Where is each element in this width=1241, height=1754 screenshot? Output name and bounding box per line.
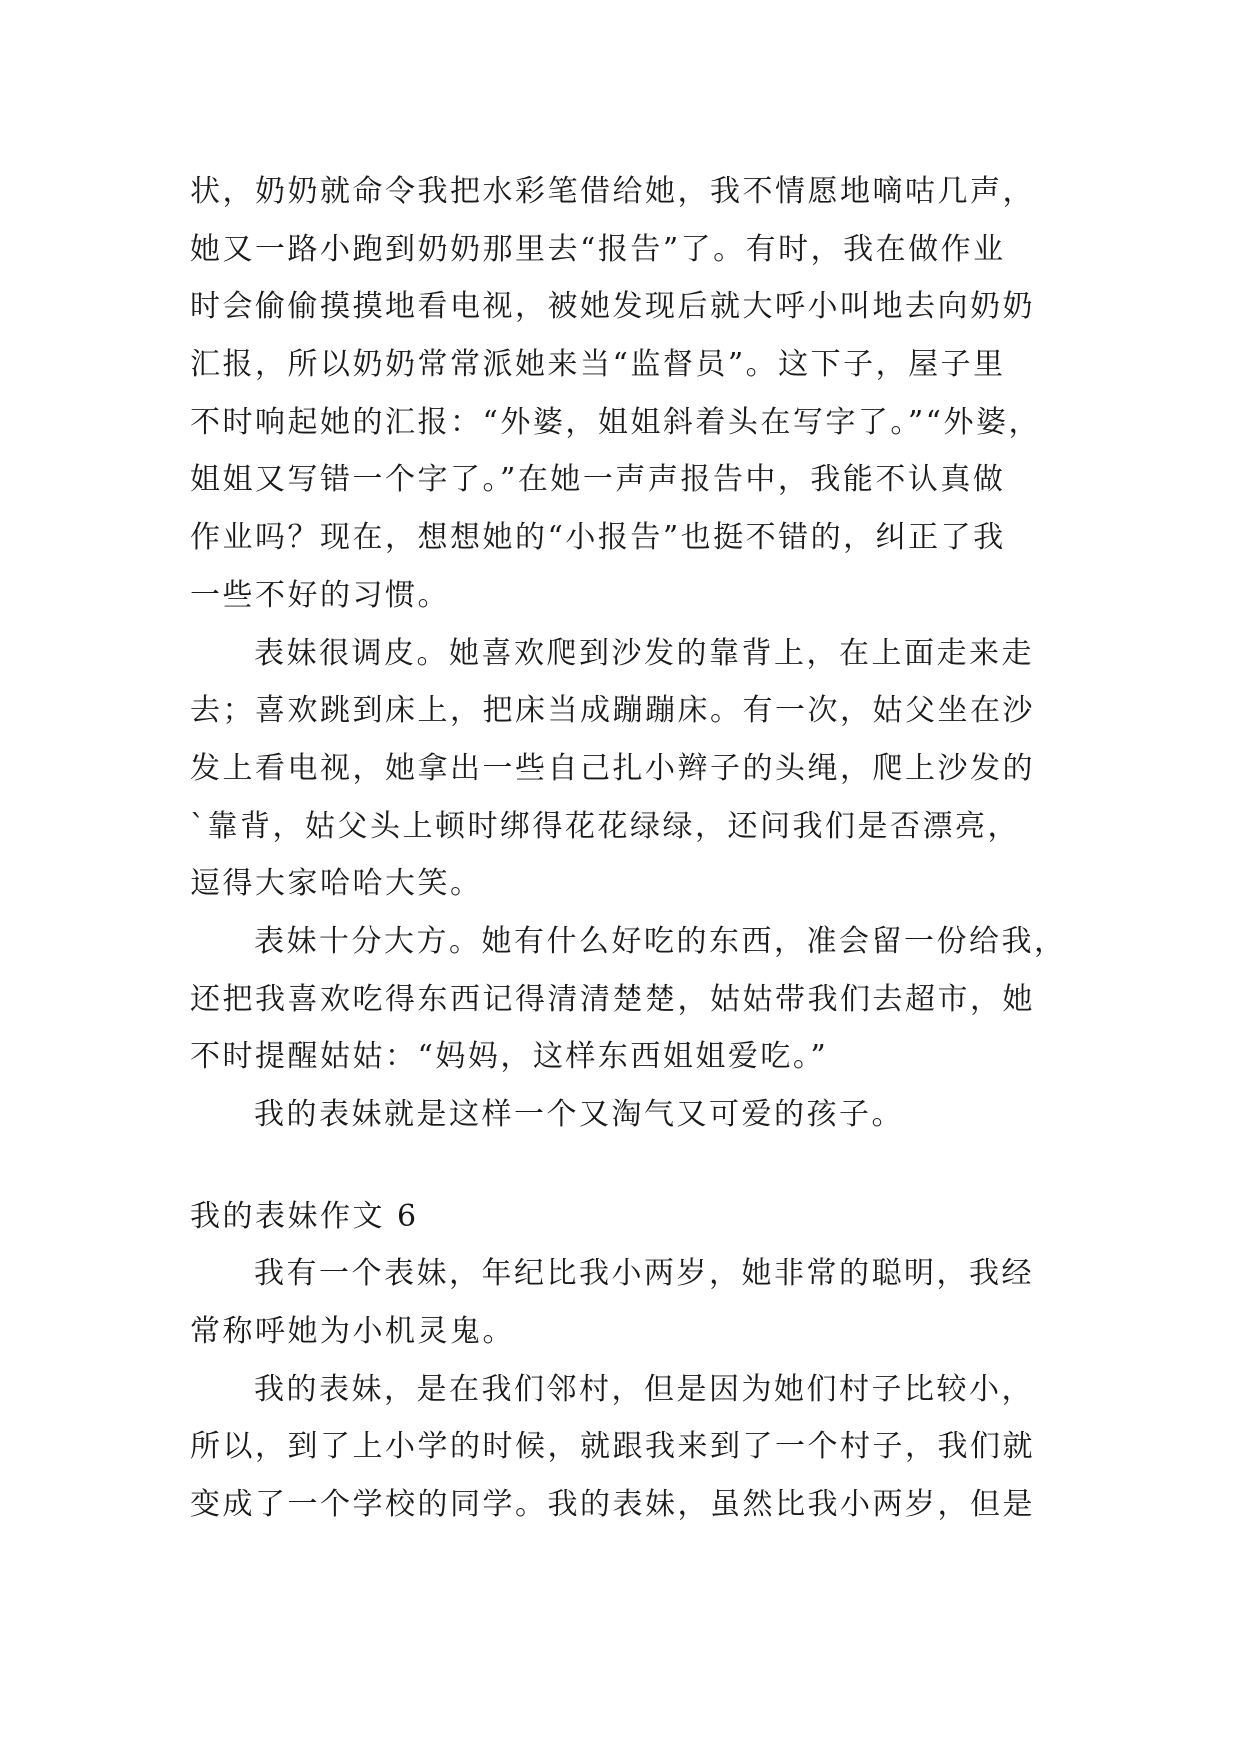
text-line: 一些不好的习惯。 — [190, 577, 450, 613]
text-line: 常称呼她为小机灵鬼。 — [190, 1314, 515, 1350]
paragraph-first-line: 我的表妹就是这样一个又淘气又可爱的孩子。 — [254, 1097, 904, 1132]
text-line: 还把我喜欢吃得东西记得清清楚楚，姑姑带我们去超市，她 — [190, 981, 1035, 1017]
section-heading: 我的表妹作文 6 — [190, 1198, 419, 1234]
section-gap — [190, 1144, 1070, 1188]
text-line: 发上看电视，她拿出一些自己扎小辫子的头绳，爬上沙发的 — [190, 750, 1035, 786]
text-line: 状，奶奶就命令我把水彩笔借给她，我不情愿地嘀咕几声， — [190, 174, 1035, 209]
text-line: 去；喜欢跳到床上，把床当成蹦蹦床。有一次，姑父坐在沙 — [190, 693, 1035, 729]
paragraph-first-line: 我的表妹，是在我们邻村，但是因为她们村子比较小， — [254, 1371, 1034, 1407]
text-line: 不时提醒姑姑：“妈妈，这样东西姐姐爱吃。” — [190, 1039, 829, 1075]
text-line: 作业吗？现在，想想她的“小报告”也挺不错的，纠正了我 — [190, 520, 1006, 556]
paragraph-first-line: 我有一个表妹，年纪比我小两岁，她非常的聪明，我经 — [254, 1256, 1034, 1292]
text-line: `靠背，姑父头上顿时绑得花花绿绿，还问我们是否漂亮， — [190, 808, 1020, 844]
text-line: 逗得大家哈哈大笑。 — [190, 866, 483, 902]
text-line: 姐姐又写错一个字了。”在她一声声报告中，我能不认真做 — [190, 462, 1006, 498]
text-line: 汇报，所以奶奶常常派她来当“监督员”。这下子，屋子里 — [190, 347, 1006, 383]
text-line: 时会偷偷摸摸地看电视，被她发现后就大呼小叫地去向奶奶 — [190, 289, 1035, 325]
text-line: 所以，到了上小学的时候，就跟我来到了一个村子，我们就 — [190, 1429, 1035, 1465]
paragraph-first-line: 表妹很调皮。她喜欢爬到沙发的靠背上，在上面走来走 — [254, 635, 1034, 671]
essay-body — [190, 163, 1070, 1534]
text-line: 不时响起她的汇报：“外婆，姐姐斜着头在写字了。”“外婆， — [190, 404, 1042, 440]
paragraph-first-line: 表妹十分大方。她有什么好吃的东西，准会留一份给我， — [254, 923, 1067, 959]
text-line: 变成了一个学校的同学。我的表妹，虽然比我小两岁，但是 — [190, 1487, 1035, 1523]
text-line: 她又一路小跑到奶奶那里去“报告”了。有时，我在做作业 — [190, 231, 1006, 267]
